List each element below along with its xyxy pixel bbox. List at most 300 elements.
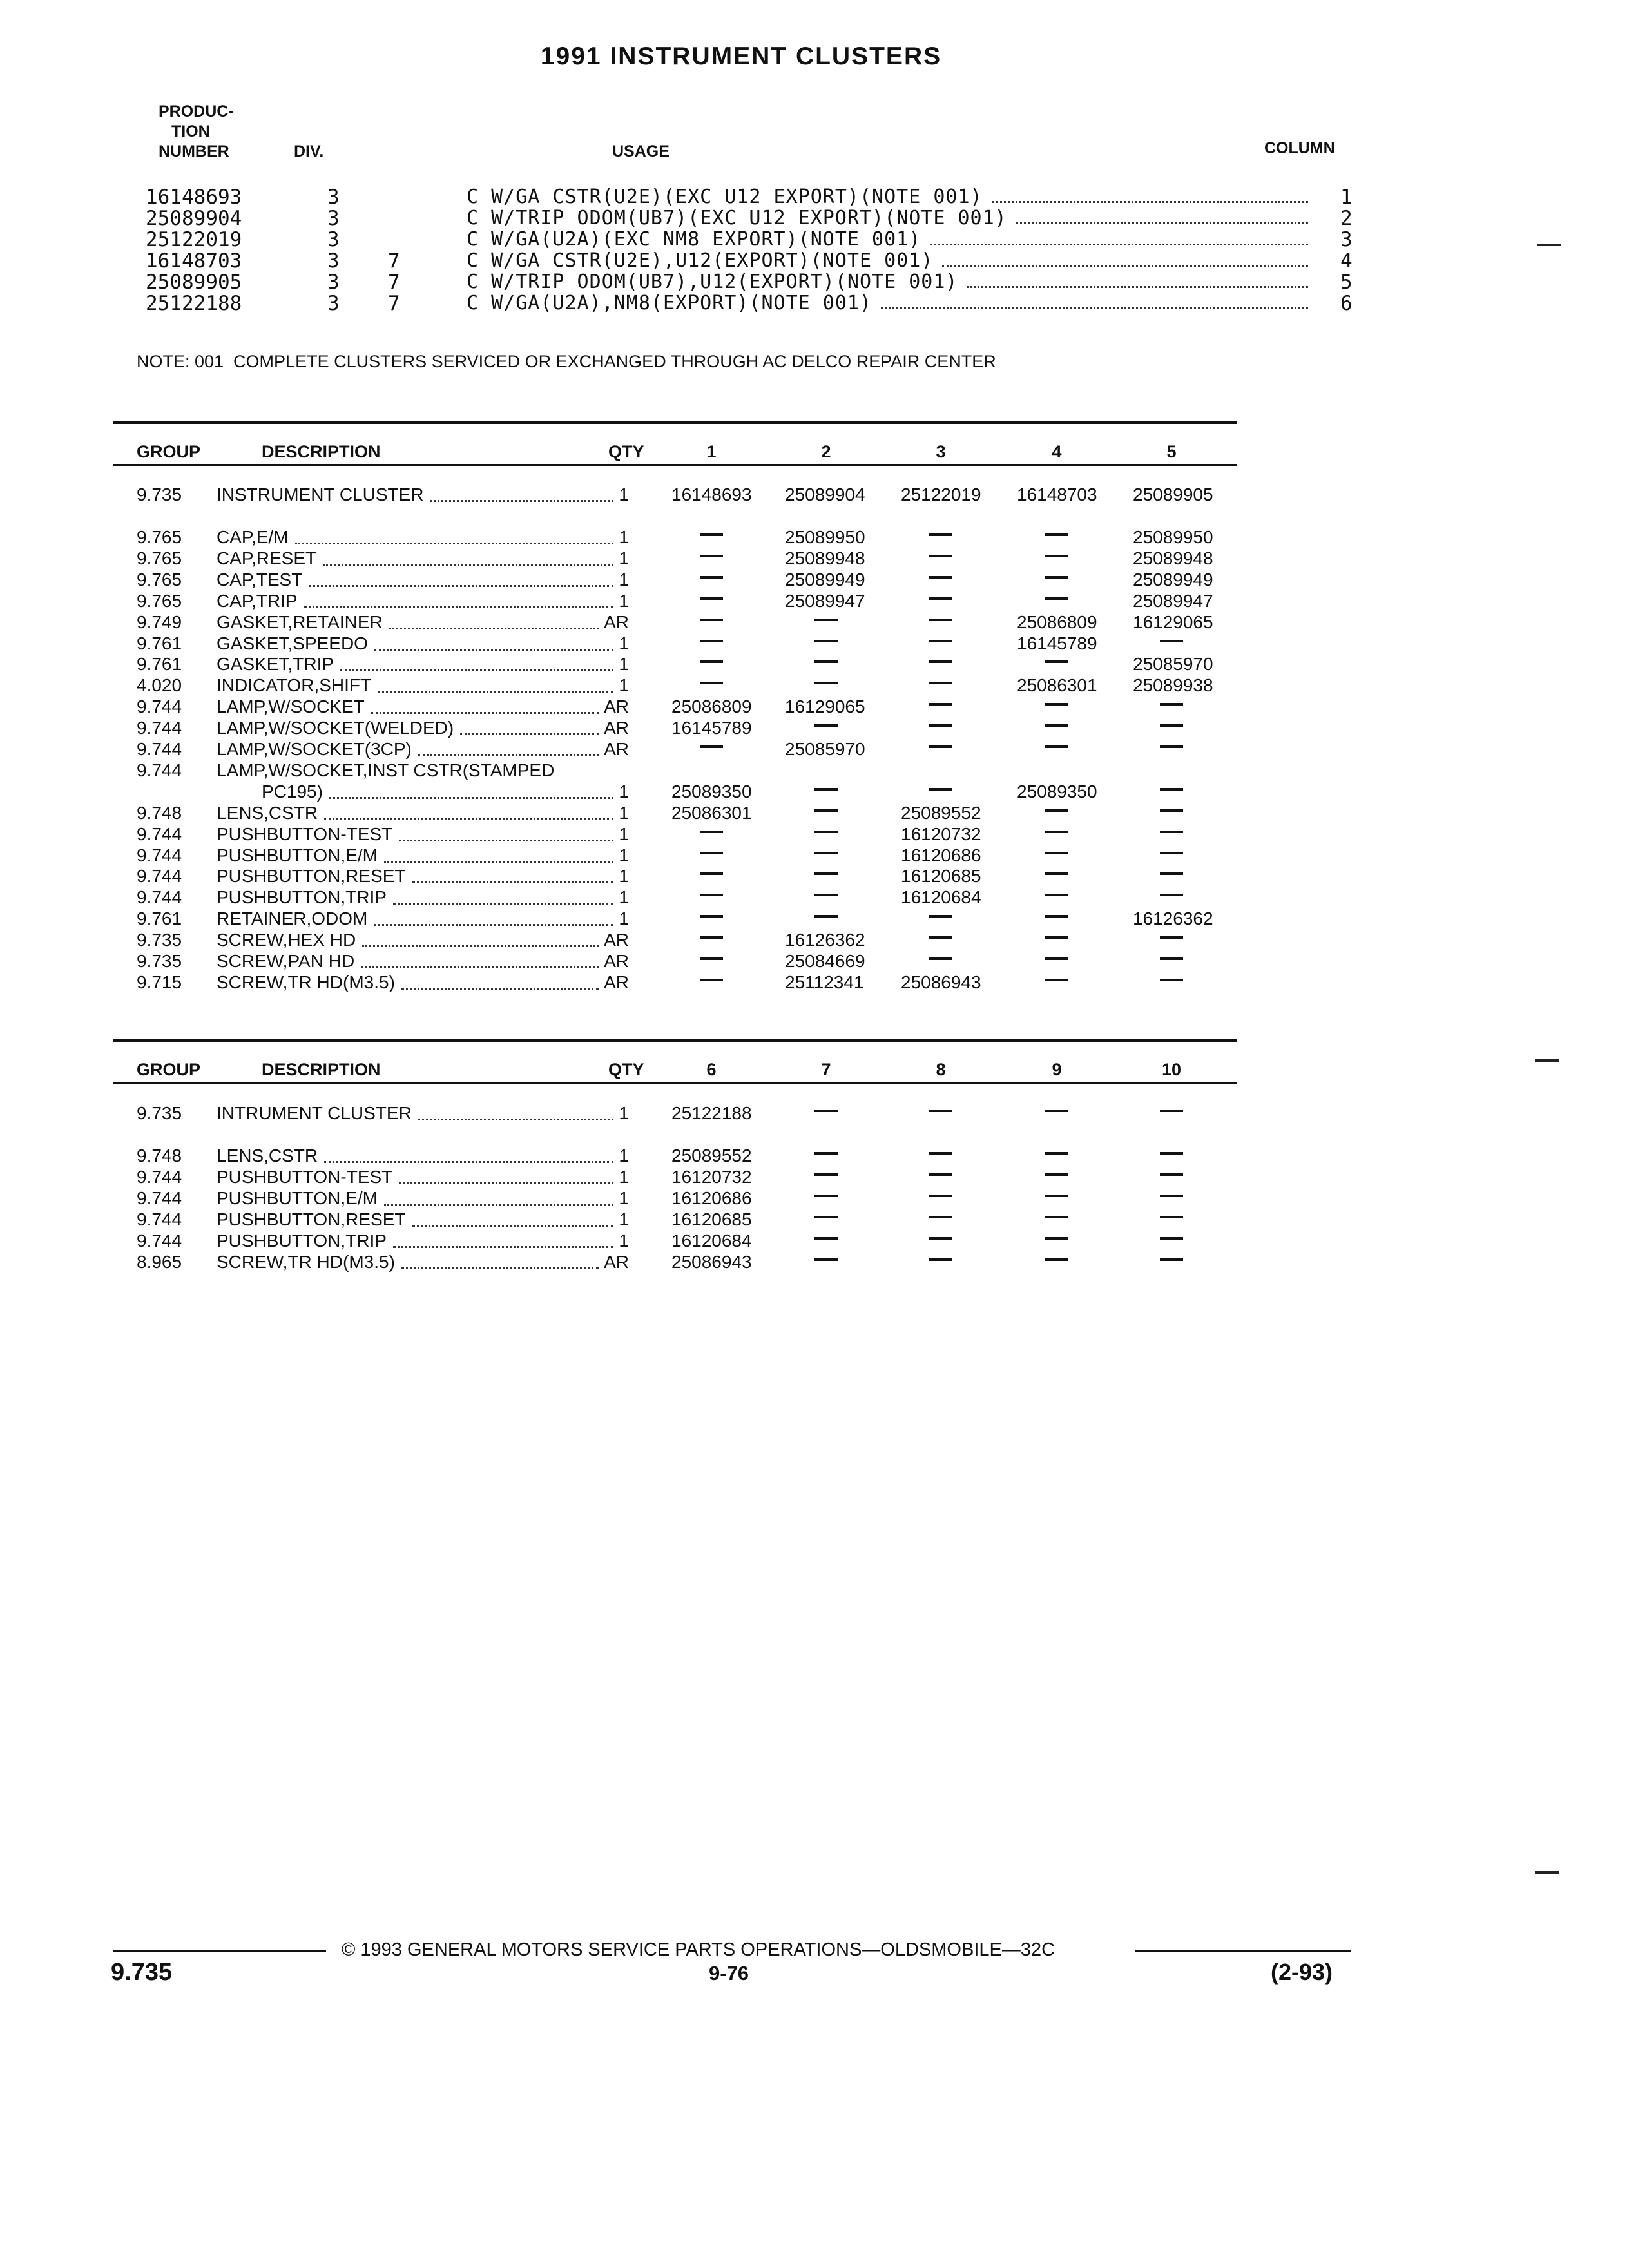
table-header-rule — [113, 1082, 1237, 1084]
part-description: SCREW,TR HD(M3.5) — [217, 1251, 395, 1272]
usage-text: C W/TRIP ODOM(UB7),U12(EXPORT)(NOTE 001) — [467, 271, 958, 293]
group-code: 9.765 — [137, 590, 182, 611]
column-dash — [700, 682, 723, 684]
part-number-col-5: 25085970 — [1133, 654, 1213, 675]
column-dash — [815, 660, 838, 663]
column-dash — [815, 1195, 838, 1197]
part-qty: 1 — [619, 527, 629, 547]
column-dash — [929, 555, 952, 557]
column-dash — [1045, 660, 1068, 663]
column-dash — [929, 915, 952, 918]
column-dash — [815, 894, 838, 896]
column-dash — [929, 640, 952, 642]
column-dash — [815, 640, 838, 642]
footer-copyright: © 1993 GENERAL MOTORS SERVICE PARTS OPERATIONS—OLDSMOBILE—32C — [342, 1939, 1055, 1960]
usage-text: C W/GA(U2A),NM8(EXPORT)(NOTE 001) — [467, 292, 872, 314]
part-number-col-4: 16145789 — [1017, 633, 1097, 653]
leader-dots — [374, 649, 613, 651]
leader-dots — [384, 1204, 613, 1206]
part-number-col-4: 25086809 — [1017, 611, 1097, 632]
column-dash — [700, 660, 723, 663]
table-row — [0, 527, 1289, 548]
column-dash — [1160, 957, 1183, 960]
column-dash — [1160, 894, 1183, 896]
column-dash — [1045, 597, 1068, 600]
usage-text: C W/GA(U2A)(EXC NM8 EXPORT)(NOTE 001) — [467, 228, 921, 251]
part-description: LENS,CSTR — [217, 1146, 318, 1166]
part-description: SCREW,PAN HD — [217, 951, 355, 971]
column-header-2: 7 — [821, 1060, 831, 1079]
table-row — [0, 951, 1289, 972]
table-row — [0, 1103, 1289, 1124]
column-number: 2 — [1340, 207, 1353, 230]
column-dash — [1045, 809, 1068, 812]
production-row — [0, 228, 1418, 249]
group-code: 9.744 — [137, 1166, 182, 1187]
part-qty: 1 — [619, 845, 629, 865]
column-dash — [1045, 1173, 1068, 1176]
division: 3 — [327, 292, 340, 315]
part-qty: 1 — [619, 1103, 629, 1123]
table-row — [0, 591, 1289, 612]
leader-dots — [418, 1119, 613, 1120]
column-dash — [815, 915, 838, 918]
part-number-col-5: 16129065 — [1133, 611, 1213, 632]
div-header: DIV. — [294, 142, 324, 160]
column-header-1: 1 — [706, 442, 717, 461]
part-qty: 1 — [619, 823, 629, 844]
table-row — [0, 782, 1289, 803]
part-qty: AR — [604, 972, 629, 992]
column-dash — [1045, 957, 1068, 960]
group-code: 9.761 — [137, 908, 182, 929]
column-dash — [1160, 724, 1183, 727]
group-code: 9.735 — [137, 930, 182, 950]
part-description: LENS,CSTR — [217, 802, 318, 823]
column-dash — [1045, 1258, 1068, 1261]
column-dash — [929, 576, 952, 579]
group-code: 9.735 — [137, 485, 182, 505]
column-dash — [1045, 1195, 1068, 1197]
column-dash — [929, 1173, 952, 1176]
table-row — [0, 718, 1289, 739]
page-title: 1991 INSTRUMENT CLUSTERS — [540, 43, 942, 70]
production-header-label — [159, 102, 234, 162]
part-qty: 1 — [619, 908, 629, 929]
column-dash — [1160, 1195, 1183, 1197]
group-header: GROUP — [137, 442, 201, 461]
part-qty: 1 — [619, 654, 629, 675]
description-header: DESCRIPTION — [262, 442, 381, 461]
qty-header: QTY — [608, 1060, 644, 1079]
column-dash — [1045, 555, 1068, 557]
table-row — [0, 1146, 1289, 1167]
column-header-3: 3 — [936, 442, 946, 461]
group-code: 9.735 — [137, 951, 182, 971]
column-dash — [1045, 1216, 1068, 1218]
division: 3 — [327, 249, 340, 273]
column-dash — [929, 1216, 952, 1218]
table-row — [0, 548, 1289, 570]
part-description: SCREW,TR HD(M3.5) — [217, 972, 395, 992]
production-number: 25089904 — [146, 207, 242, 230]
column-dash — [700, 915, 723, 918]
part-qty: 1 — [619, 887, 629, 908]
part-qty: AR — [604, 1251, 629, 1272]
part-number-col-1: 16120685 — [671, 1209, 752, 1229]
table-row — [0, 887, 1289, 908]
part-number-col-4: 16148703 — [1017, 485, 1097, 505]
part-number-col-5: 25089949 — [1133, 569, 1213, 590]
part-number-col-3: 25122019 — [901, 485, 981, 505]
edge-mark — [1535, 1871, 1559, 1874]
column-dash — [815, 788, 838, 791]
group-code: 9.744 — [137, 760, 182, 780]
leader-dots — [309, 585, 613, 587]
part-number-col-2: 25112341 — [785, 972, 864, 992]
part-description: INTRUMENT CLUSTER — [217, 1103, 412, 1123]
leader-dots — [930, 244, 1308, 245]
part-description: GASKET,TRIP — [217, 654, 334, 675]
part-number-col-5: 25089938 — [1133, 675, 1213, 696]
column-dash — [929, 957, 952, 960]
column-dash — [1045, 894, 1068, 896]
table-row — [0, 675, 1289, 697]
division: 3 — [327, 271, 340, 294]
part-description: CAP,E/M — [217, 527, 289, 547]
production-number: 16148703 — [146, 249, 242, 273]
leader-dots — [324, 1161, 613, 1163]
column-dash — [929, 682, 952, 684]
leader-dots — [304, 606, 613, 608]
part-qty: AR — [604, 718, 629, 738]
part-number-col-1: 25086809 — [671, 697, 752, 717]
column-dash — [1160, 852, 1183, 854]
usage-text: C W/TRIP ODOM(UB7)(EXC U12 EXPORT)(NOTE 001) — [467, 207, 1007, 229]
usage-text: C W/GA CSTR(U2E),U12(EXPORT)(NOTE 001) — [467, 249, 934, 272]
part-description: PC195) — [262, 781, 323, 802]
part-description: SCREW,HEX HD — [217, 930, 356, 950]
group-code: 8.965 — [137, 1251, 182, 1272]
column-dash — [815, 831, 838, 833]
column-dash — [700, 872, 723, 875]
column-dash — [1160, 872, 1183, 875]
part-number-col-3: 25089552 — [901, 802, 981, 823]
part-qty: 1 — [619, 866, 629, 887]
usage-text: C W/GA CSTR(U2E)(EXC U12 EXPORT)(NOTE 001) — [467, 186, 983, 208]
column-dash — [929, 533, 952, 536]
column-dash — [1045, 533, 1068, 536]
table-row — [0, 654, 1289, 675]
leader-dots — [393, 1246, 613, 1248]
leader-dots — [412, 881, 613, 883]
leader-dots — [389, 628, 599, 629]
part-description: LAMP,W/SOCKET(3CP) — [217, 739, 412, 759]
part-qty: 1 — [619, 590, 629, 611]
part-number-col-1: 16120732 — [671, 1166, 752, 1187]
table-row — [0, 866, 1289, 887]
part-qty: 1 — [619, 569, 629, 590]
leader-dots — [992, 201, 1308, 203]
division-2: 7 — [388, 249, 400, 273]
column-dash — [700, 619, 723, 621]
footer-date: (2-93) — [1271, 1959, 1333, 1985]
column-number: 5 — [1340, 271, 1353, 294]
part-number-col-4: 25089350 — [1017, 781, 1097, 802]
note-text: NOTE: 001 COMPLETE CLUSTERS SERVICED OR EXCHANGED THROUGH AC DELCO REPAIR CENTER — [137, 352, 996, 371]
column-dash — [1160, 788, 1183, 791]
part-description: LAMP,W/SOCKET — [217, 697, 365, 717]
column-number: 4 — [1340, 249, 1353, 273]
part-qty: 1 — [619, 1146, 629, 1166]
part-number-col-1: 25089350 — [671, 781, 752, 802]
column-header-5: 10 — [1161, 1060, 1182, 1079]
table-row — [0, 1252, 1289, 1273]
part-qty: 1 — [619, 1209, 629, 1229]
column-dash — [929, 619, 952, 621]
column-dash — [1160, 703, 1183, 706]
column-dash — [1045, 852, 1068, 854]
part-description: PUSHBUTTON-TEST — [217, 823, 393, 844]
group-code: 9.761 — [137, 633, 182, 653]
column-dash — [815, 872, 838, 875]
production-row — [0, 271, 1418, 292]
leader-dots — [418, 754, 599, 756]
part-qty: AR — [604, 951, 629, 971]
table-row — [0, 803, 1289, 824]
edge-mark — [1535, 1059, 1559, 1062]
part-description: GASKET,SPEEDO — [217, 633, 368, 653]
column-dash — [929, 703, 952, 706]
part-number-col-5: 25089947 — [1133, 590, 1213, 611]
column-dash — [815, 619, 838, 621]
part-qty: 1 — [619, 675, 629, 696]
table-row — [0, 485, 1289, 506]
column-dash — [700, 957, 723, 960]
footer-rule-left — [113, 1950, 326, 1952]
column-dash — [815, 1237, 838, 1240]
part-number-col-1: 16120684 — [671, 1230, 752, 1251]
column-dash — [929, 745, 952, 748]
column-dash — [815, 724, 838, 727]
part-number-col-3: 16120732 — [901, 823, 981, 844]
part-description: INDICATOR,SHIFT — [217, 675, 372, 696]
production-number: 16148693 — [146, 186, 242, 209]
table-row — [0, 1167, 1289, 1188]
part-qty: 1 — [619, 1166, 629, 1187]
leader-dots — [374, 924, 613, 926]
column-dash — [815, 852, 838, 854]
leader-dots — [371, 712, 599, 714]
usage-header: USAGE — [612, 142, 670, 160]
part-number-col-2: 25089948 — [785, 548, 865, 568]
table-row — [0, 1209, 1289, 1231]
edge-mark — [1537, 244, 1561, 246]
part-number-col-3: 16120685 — [901, 866, 981, 887]
leader-dots — [401, 1267, 599, 1269]
production-number: 25122188 — [146, 292, 242, 315]
part-qty: 1 — [619, 548, 629, 568]
leader-dots — [393, 903, 613, 905]
column-dash — [929, 1195, 952, 1197]
column-header-4: 4 — [1052, 442, 1062, 461]
column-dash — [929, 1110, 952, 1112]
column-dash — [815, 1258, 838, 1261]
group-code: 9.765 — [137, 548, 182, 568]
group-header: GROUP — [137, 1060, 201, 1079]
part-number-col-2: 16129065 — [785, 697, 865, 717]
leader-dots — [1016, 222, 1308, 224]
part-number-col-1: 25122188 — [671, 1103, 752, 1123]
part-number-col-1: 25086301 — [671, 802, 752, 823]
group-code: 9.761 — [137, 654, 182, 675]
leader-dots — [340, 669, 613, 671]
part-description: PUSHBUTTON,RESET — [217, 1209, 406, 1229]
part-number-col-2: 25089950 — [785, 527, 865, 547]
part-number-col-1: 16120686 — [671, 1187, 752, 1208]
group-code: 9.765 — [137, 569, 182, 590]
part-description: PUSHBUTTON,E/M — [217, 845, 378, 865]
part-number-col-3: 25086943 — [901, 972, 981, 992]
division: 3 — [327, 186, 340, 209]
part-description: PUSHBUTTON,TRIP — [217, 1230, 387, 1251]
leader-dots — [399, 1182, 613, 1184]
footer-page-number: 9-76 — [709, 1962, 749, 1984]
part-number-col-5: 25089948 — [1133, 548, 1213, 568]
table-row — [0, 697, 1289, 718]
table-row — [0, 760, 1289, 782]
part-qty: 1 — [619, 1187, 629, 1208]
column-dash — [700, 555, 723, 557]
column-number: 3 — [1340, 228, 1353, 251]
leader-dots — [967, 286, 1308, 288]
table-row — [0, 570, 1289, 591]
part-number-col-2: 25085970 — [785, 739, 865, 759]
column-dash — [1160, 1258, 1183, 1261]
group-code: 9.748 — [137, 802, 182, 823]
production-number: 25089905 — [146, 271, 242, 294]
leader-dots — [401, 988, 599, 990]
production-label-line3: NUMBER — [159, 142, 229, 160]
part-description: PUSHBUTTON-TEST — [217, 1166, 393, 1187]
production-number: 25122019 — [146, 228, 242, 251]
table-row — [0, 739, 1289, 760]
part-description: PUSHBUTTON,TRIP — [217, 887, 387, 908]
column-dash — [1160, 1237, 1183, 1240]
column-dash — [1045, 872, 1068, 875]
part-number-col-1: 25086943 — [671, 1251, 752, 1272]
column-dash — [1045, 1152, 1068, 1155]
table-row — [0, 908, 1289, 930]
column-dash — [1045, 576, 1068, 579]
table-top-rule — [113, 1039, 1237, 1042]
part-description: CAP,TEST — [217, 569, 303, 590]
column-dash — [1045, 1237, 1068, 1240]
column-dash — [700, 936, 723, 939]
column-dash — [1045, 831, 1068, 833]
part-qty: 1 — [619, 633, 629, 653]
division: 3 — [327, 228, 340, 251]
column-dash — [700, 597, 723, 600]
leader-dots — [881, 307, 1308, 309]
group-code: 9.744 — [137, 718, 182, 738]
part-description: PUSHBUTTON,E/M — [217, 1187, 378, 1208]
part-description: RETAINER,ODOM — [217, 908, 368, 929]
production-row — [0, 292, 1418, 313]
part-description: PUSHBUTTON,RESET — [217, 866, 406, 887]
table-row — [0, 930, 1289, 951]
column-dash — [815, 1152, 838, 1155]
part-description: GASKET,RETAINER — [217, 611, 383, 632]
group-code: 4.020 — [137, 675, 182, 696]
column-dash — [929, 1237, 952, 1240]
part-qty: 1 — [619, 802, 629, 823]
column-dash — [929, 597, 952, 600]
group-code: 9.744 — [137, 1187, 182, 1208]
group-code: 9.744 — [137, 845, 182, 865]
column-dash — [1045, 724, 1068, 727]
group-code: 9.744 — [137, 1209, 182, 1229]
column-dash — [1160, 809, 1183, 812]
column-dash — [700, 640, 723, 642]
part-number-col-1: 25089552 — [671, 1146, 752, 1166]
leader-dots — [324, 818, 613, 820]
column-dash — [1160, 831, 1183, 833]
leader-dots — [942, 265, 1308, 267]
part-number-col-2: 25089904 — [785, 485, 865, 505]
leader-dots — [460, 733, 599, 735]
column-dash — [929, 660, 952, 663]
part-number-col-5: 25089905 — [1133, 485, 1213, 505]
part-qty: 1 — [619, 485, 629, 505]
column-header-3: 8 — [936, 1060, 946, 1079]
table-row — [0, 633, 1289, 655]
part-number-col-1: 16148693 — [671, 485, 752, 505]
part-description: LAMP,W/SOCKET,INST CSTR(STAMPED — [217, 760, 555, 780]
table-row — [0, 824, 1289, 845]
group-code: 9.744 — [137, 1230, 182, 1251]
part-description: LAMP,W/SOCKET(WELDED) — [217, 718, 454, 738]
leader-dots — [362, 945, 599, 947]
group-code: 9.735 — [137, 1103, 182, 1123]
leader-dots — [430, 500, 613, 502]
part-qty: AR — [604, 611, 629, 632]
production-label-line1: PRODUC- — [159, 102, 234, 120]
column-dash — [700, 852, 723, 854]
part-description: CAP,TRIP — [217, 590, 298, 611]
leader-dots — [412, 1225, 613, 1227]
column-dash — [815, 1216, 838, 1218]
production-row — [0, 207, 1418, 228]
column-number: 6 — [1340, 292, 1353, 315]
part-qty: AR — [604, 930, 629, 950]
group-code: 9.744 — [137, 866, 182, 887]
part-number-col-3: 16120684 — [901, 887, 981, 908]
column-dash — [1160, 1173, 1183, 1176]
part-number-col-5: 16126362 — [1133, 908, 1213, 929]
column-dash — [929, 1152, 952, 1155]
leader-dots — [378, 691, 613, 693]
column-dash — [815, 1173, 838, 1176]
table-top-rule — [113, 421, 1237, 424]
leader-dots — [295, 543, 613, 544]
part-number-col-2: 25084669 — [785, 951, 865, 971]
part-description: CAP,RESET — [217, 548, 317, 568]
table-row — [0, 845, 1289, 867]
column-dash — [1160, 1152, 1183, 1155]
part-qty: AR — [604, 697, 629, 717]
group-code: 9.744 — [137, 739, 182, 759]
